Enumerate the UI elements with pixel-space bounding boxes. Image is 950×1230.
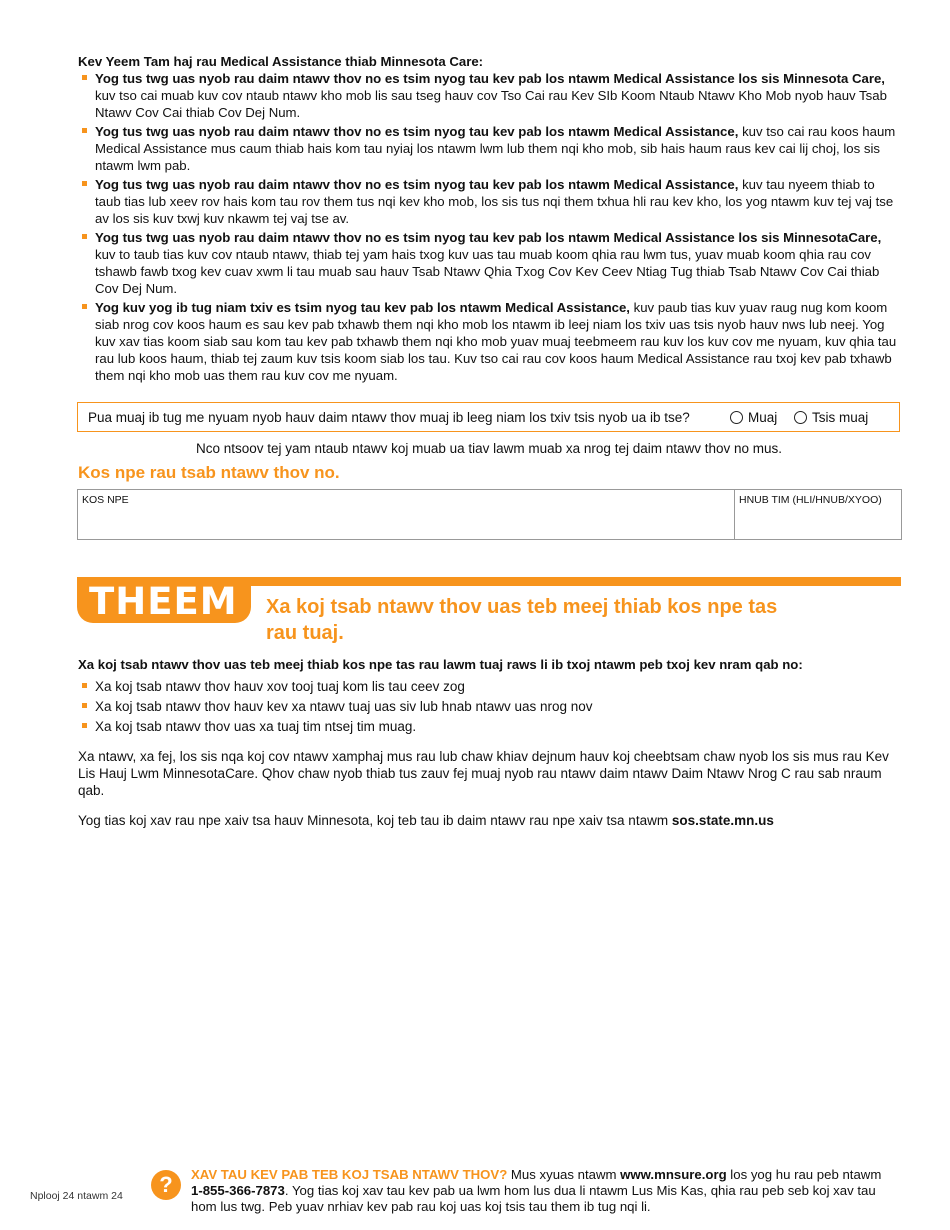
signature-heading: Kos npe rau tsab ntawv thov no. bbox=[78, 463, 340, 482]
submit-lead: Xa koj tsab ntawv thov uas teb meej thiab kos npe tas rau lawm tuaj raws li ib txoj ntawm peb txoj kev nram qab no: bbox=[78, 657, 803, 672]
submit-paragraph: Xa ntawv, xa fej, los sis nqa koj cov ntawv xamphaj mus rau lub chaw khiav dejnum hauv koj cheebtsam chaw nyob los sis mus rau Kev Lis Hauj Lwm MinnesotaCare. Qhov chaw nyob thiab tus zauv fej muaj nyob rau ntawv daim ntawv Daim Ntawv Nrog C rau sab nraum qab. bbox=[78, 749, 889, 798]
radio-no-label: Tsis muaj bbox=[812, 410, 869, 425]
section-intro: Kev Yeem Tam haj rau Medical Assistance thiab Minnesota Care: bbox=[78, 54, 484, 69]
list-item bbox=[78, 123, 898, 174]
radio-yes-label: Muaj bbox=[748, 410, 778, 425]
rights-list bbox=[78, 70, 898, 386]
bullet-text: kuv to taub tias kuv cov ntaub ntawv, thiab tej yam hais txog kuv uas tau muab koom qhia rau lwm tus, yuav muab koom qhia rau cov tshawb fawb txog kev cuav xwm li tau muab sau hauv Tsab Ntawv Qhia Txog Cov Kev Ceev Ntiag Tug thiab Tsab Ntawv Cov Cai thiab Cov Dej Num. bbox=[95, 247, 880, 296]
read-instruction: Nco ntsoov tej yam ntaub ntawv koj muab ua tiav lawm muab xa nrog tej daim ntawv thov no mus. bbox=[195, 441, 783, 456]
bullet-text: kuv tso cai muab kuv cov ntaub ntawv kho mob lis sau tseg hauv cov Tso Cai rau Kev SIb Koom Ntaub Ntawv Kho Mob nyob hauv Tsab Ntawv Cov Cai thiab Cov Dej Num. bbox=[95, 88, 887, 120]
list-item: Xa koj tsab ntawv thov uas xa tuaj tim ntsej tim muag. bbox=[78, 718, 898, 735]
help-heading: XAV TAU KEV PAB TEB KOJ TSAB NTAWV THOV? bbox=[191, 1167, 508, 1182]
step-title: Xa koj tsab ntawv thov uas teb meej thiab kos npe tas rau tuaj. bbox=[266, 596, 778, 644]
bullet-text: kuv tau nyeem thiab to taub tias lub xeev rov hais kom tau rov them tus nqi kev kho mob, los sis tus nqi them txhua hli rau kev kho, los yog ntawm kuv tej vaj tse av los sis kuv txwj kuv nkawm tej vaj tse av. bbox=[95, 177, 894, 226]
help-footer bbox=[191, 1167, 891, 1215]
website-link[interactable]: www.mnsure.org bbox=[620, 1167, 727, 1182]
bullet-text: kuv paub tias kuv yuav raug nug kom koom siab nrog cov koos haum es sau kev pab txhawb them nqi kho mob los ntawm ib leej niam los txiv uas tsis nyob hauv nws lub neej. Yog kuv xav tias koom siab sau kom tau kev pab txhawb them nqi kho mob yuav muaj teebmeem rau kuv los kuv cov me nyuam, kuv qhia tau rau lub koos haum, thiab tej zaum kuv tsis koom siab los tau. Kuv tso cai rau cov koos haum Medical Assistance rau txoj kev pab txhawb them nqi kho mob uas them rau kuv cov me nyuam. bbox=[95, 300, 897, 383]
voter-text: Yog tias koj xav rau npe xaiv tsa hauv Minnesota, koj teb tau ib daim ntawv rau npe xaiv tsa ntawm bbox=[78, 813, 672, 828]
absent-parent-question bbox=[77, 402, 900, 432]
help-post: . Yog tias koj xav tau kev pab ua lwm hom lus dua li ntawm Lus Mis Kas, qhia rau peb seb koj xav tau hom lus twg. Peb yuav nrhiav kev pab rau koj uas koj tsis tau them ib tug nqi li. bbox=[191, 1183, 876, 1214]
voter-paragraph bbox=[78, 813, 898, 828]
help-mid: los yog hu rau peb ntawm bbox=[726, 1167, 882, 1182]
bullet-bold: Yog tus twg uas nyob rau daim ntawv thov no es tsim nyog tau kev pab los ntawm Medical Assistance, bbox=[95, 177, 739, 192]
page-number: Nplooj 24 ntawm 24 bbox=[30, 1190, 123, 1202]
date-field-label: HNUB TIM (HLI/HNUB/XYOO) bbox=[739, 494, 882, 506]
submit-options-list bbox=[78, 678, 898, 738]
radio-no[interactable] bbox=[794, 410, 868, 425]
bullet-bold: Yog tus twg uas nyob rau daim ntawv thov no es tsim nyog tau kev pab los ntawm Medical Assistance los sis MinnesotaCare, bbox=[95, 230, 882, 245]
signature-box bbox=[77, 489, 902, 540]
voter-link[interactable]: sos.state.mn.us bbox=[671, 813, 774, 828]
list-item bbox=[78, 299, 898, 384]
signature-field[interactable] bbox=[78, 490, 734, 539]
question-text: Pua muaj ib tug me nyuam nyob hauv daim ntawv thov muaj ib leeg niam los txiv tsis nyob ua ib tse? bbox=[88, 410, 690, 425]
bullet-text: kuv tso cai rau koos haum Medical Assistance mus caum thiab hais kom tau nyiaj los ntawm lwm lub them nqi kho mob, sib hais haum raus kev cai lij choj, los sis ntawm lwm pab. bbox=[95, 124, 896, 173]
date-field[interactable] bbox=[735, 490, 901, 539]
step-header-bar bbox=[245, 577, 901, 586]
bullet-bold: Yog tus twg uas nyob rau daim ntawv thov no es tsim nyog tau kev pab los ntawm Medical Assistance, bbox=[95, 124, 739, 139]
list-item bbox=[78, 229, 898, 297]
radio-circle-icon[interactable] bbox=[794, 411, 807, 424]
list-item bbox=[78, 176, 898, 227]
step-tab bbox=[77, 577, 279, 623]
step-label: THEEM 9 bbox=[89, 580, 279, 623]
bullet-bold: Yog tus twg uas nyob rau daim ntawv thov no es tsim nyog tau kev pab los ntawm Medical Assistance los sis Minnesota Care, bbox=[95, 71, 885, 86]
list-item bbox=[78, 70, 898, 121]
list-item: Xa koj tsab ntawv thov hauv kev xa ntawv tuaj uas siv lub hnab ntawv uas nrog nov bbox=[78, 698, 898, 715]
radio-circle-icon[interactable] bbox=[730, 411, 743, 424]
name-field-label: KOS NPE bbox=[82, 494, 129, 506]
list-item: Xa koj tsab ntawv thov hauv xov tooj tuaj kom lis tau ceev zog bbox=[78, 678, 898, 695]
question-icon: ? bbox=[151, 1170, 181, 1200]
phone-number[interactable]: 1-855-366-7873 bbox=[191, 1183, 285, 1198]
help-pre: Mus xyuas ntawm bbox=[507, 1167, 621, 1182]
bullet-bold: Yog kuv yog ib tug niam txiv es tsim nyog tau kev pab los ntawm Medical Assistance, bbox=[95, 300, 630, 315]
radio-yes[interactable] bbox=[730, 410, 777, 425]
